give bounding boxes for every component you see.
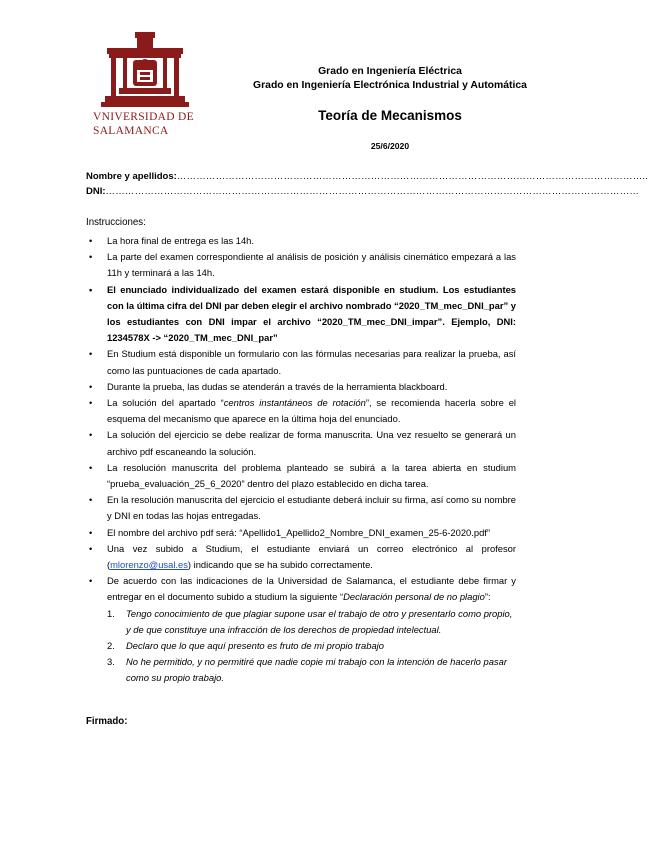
list-item: [86, 573, 516, 686]
bullet-icon: •: [89, 429, 93, 441]
exam-date: 25/6/2020: [370, 141, 410, 151]
bullet-icon: •: [89, 235, 93, 246]
declaration-text: Declaro que lo que aquí presento es fruto de mi propio trabajo: [126, 640, 384, 652]
instruction-text: La resolución manuscrita del problema planteado se subirá a la tarea abierta en studium “prueba_evaluación_25_6_2020” dentro del plazo establecido en dicha tarea.: [107, 461, 516, 490]
list-item: [86, 233, 516, 249]
list-item: [86, 249, 516, 281]
declaration-text: Tengo conocimiento de que plagiar supone usar el trabajo de otro y presentarlo como propio, y de que constituye una infracción de los derechos de propiedad intelectual.: [126, 607, 513, 635]
instruction-text: ”:: [484, 591, 491, 603]
list-item: [86, 395, 516, 427]
instruction-text: Una vez subido a Studium, el estudiante enviará un correo electrónico al profesor (: [107, 542, 516, 571]
declaration-item: [107, 606, 516, 638]
instruction-text: La hora final de entrega es las 14h.: [107, 235, 254, 246]
declaration-number: 1.: [107, 607, 115, 619]
instructions-heading: Instrucciones:: [86, 217, 146, 228]
bullet-icon: •: [89, 494, 93, 506]
instruction-text: De acuerdo con las indicaciones de la Universidad de Salamanca, el estudiante debe firmar y entregar en el documento subido a studium la siguiente “: [107, 575, 516, 603]
instruction-emphasis: centros instantáneos de rotación: [223, 397, 366, 409]
instructions-list: [86, 233, 516, 687]
list-item: [86, 282, 516, 347]
dni-label: DNI:: [86, 186, 106, 197]
instruction-emphasis: Declaración personal de no plagio: [343, 591, 485, 603]
declaration-number: 2.: [107, 640, 115, 652]
instruction-text: ”, se recomienda hacerla sobre el esquema del mecanismo que aparece en la última hoja del enunciado.: [107, 397, 516, 425]
list-item: [86, 541, 516, 573]
bullet-icon: •: [89, 461, 93, 473]
bullet-icon: •: [89, 380, 93, 392]
list-item: [86, 525, 516, 541]
declaration-text: No he permitido, y no permitiré que nadie copie mi trabajo con la intención de hacerlo pasar como su propio trabajo.: [126, 656, 507, 684]
degree-title-1: Grado en Ingeniería Eléctrica: [318, 66, 462, 77]
instruction-text: El enunciado individualizado del examen estará disponible en studium. Los estudiantes con la última cifra del DNI par deben elegir el archivo nombrado “2020_TM_mec_DNI_par” y los estudiantes con DNI impar el archivo “2020_TM_mec_DNI_impar”. Ejemplo, DNI: 1234578X -> “2020_TM_mec_DNI_par”: [107, 283, 516, 344]
instruction-text: Durante la prueba, las dudas se atenderán a través de la herramienta blackboard.: [107, 380, 448, 392]
bullet-icon: •: [89, 542, 93, 554]
instruction-text: La solución del apartado “: [107, 397, 224, 409]
bullet-icon: •: [89, 397, 93, 409]
signed-label: Firmado:: [86, 716, 128, 727]
list-item: [86, 379, 516, 395]
list-item: [86, 346, 516, 378]
list-item: [86, 460, 516, 492]
declaration-item: [107, 654, 516, 686]
professor-email-link[interactable]: mlorenzo@usal.es: [110, 559, 188, 571]
list-item: [86, 492, 516, 524]
declaration-number: 3.: [107, 656, 115, 668]
university-name-line2: SALAMANCA: [93, 125, 169, 137]
bullet-icon: •: [89, 348, 93, 360]
university-name: [93, 110, 203, 138]
dni-dots: …………………………………………………………………………………………………………………………………………………: [105, 186, 640, 197]
bullet-icon: •: [89, 251, 93, 263]
instruction-text: ) indicando que se ha subido correctamente.: [187, 559, 373, 571]
instruction-text: En Studium está disponible un formulario con las fórmulas necesarias para realizar la prueba, así como las puntuaciones de cada apartado.: [107, 348, 516, 376]
declaration-item: [107, 638, 516, 654]
name-label: Nombre y apellidos:: [86, 171, 177, 182]
declaration-list: [107, 606, 516, 687]
name-dots: ………………………………………………………………………………………………………………………………..: [176, 171, 648, 182]
instruction-text: En la resolución manuscrita del ejercicio el estudiante deberá incluir su firma, así como su nombre y DNI en todas las hojas entregadas.: [107, 494, 516, 522]
instruction-text: La solución del ejercicio se debe realizar de forma manuscrita. Una vez resuelto se generará un archivo pdf escaneando la solución.: [107, 429, 516, 457]
degree-title-2: Grado en Ingeniería Electrónica Industrial y Automática: [253, 80, 527, 91]
dni-field: [86, 186, 640, 197]
instruction-text: La parte del examen correspondiente al análisis de posición y análisis cinemático empezará a las 11h y terminará a las 14h.: [107, 251, 516, 279]
university-name-line1: VNIVERSIDAD DE: [93, 111, 194, 123]
bullet-icon: •: [89, 526, 93, 538]
instruction-text: El nombre del archivo pdf será: “Apellido1_Apellido2_Nombre_DNI_examen_25-6-2020.pdf”: [107, 526, 491, 538]
bullet-icon: •: [89, 575, 93, 587]
course-title: Teoría de Mecanismos: [318, 108, 462, 123]
bullet-icon: •: [89, 283, 93, 295]
name-field: [86, 171, 648, 182]
list-item: [86, 427, 516, 459]
